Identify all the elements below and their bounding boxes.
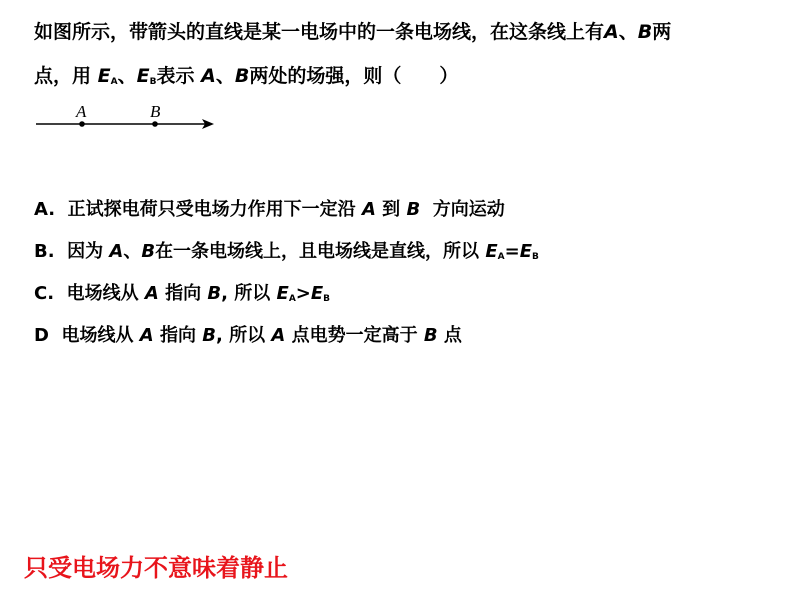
separator: 、: [618, 21, 638, 43]
option-key: D: [34, 325, 49, 346]
field-strength-symbol: E: [310, 283, 324, 304]
option-c[interactable]: [34, 279, 330, 305]
option-text: 到: [382, 199, 401, 220]
point-a-label: A: [109, 241, 124, 262]
option-key: B.: [34, 241, 55, 262]
field-strength-symbol: E: [519, 241, 532, 262]
field-strength-symbol: E: [276, 283, 289, 304]
option-text: , 所以: [221, 283, 271, 304]
option-key: C.: [34, 283, 55, 304]
point-a-label: A: [271, 325, 286, 346]
separator: 、: [117, 65, 137, 87]
option-text: 正试探电荷只受电场力作用下一定沿: [67, 199, 356, 220]
option-text: 方向运动: [432, 199, 505, 220]
subscript-a: A: [497, 252, 505, 262]
question-text-part: 表示: [156, 65, 195, 87]
question-text-part: 点，用: [34, 65, 92, 87]
point-a-dot: [79, 121, 85, 127]
point-a-label: A: [201, 65, 216, 87]
option-key: A.: [34, 199, 56, 220]
subscript-a: A: [288, 294, 296, 304]
equals-sign: =: [504, 241, 520, 262]
field-strength-symbol: E: [97, 65, 111, 87]
point-b-label: B: [406, 199, 421, 220]
point-a-label: A: [76, 102, 87, 121]
subscript-b: B: [323, 294, 331, 304]
point-b-label: B: [207, 283, 222, 304]
annotation-note: 只受电场力不意味着静止: [24, 554, 288, 582]
separator: 、: [123, 241, 142, 262]
question-text: [34, 10, 774, 104]
option-text: 电场线从: [61, 325, 134, 346]
question-text-part: 两处的场强，则（ ）: [249, 65, 459, 87]
greater-than-sign: >: [295, 283, 311, 304]
separator: 、: [215, 65, 235, 87]
option-text: 指向: [160, 325, 196, 346]
field-strength-symbol: E: [136, 65, 150, 87]
option-d[interactable]: [34, 321, 462, 347]
subscript-b: B: [149, 77, 157, 87]
subscript-a: A: [110, 77, 118, 87]
subscript-b: B: [532, 252, 539, 262]
option-text: 点: [443, 325, 462, 346]
point-a-label: A: [361, 199, 376, 220]
option-a[interactable]: [34, 195, 505, 221]
option-text: 指向: [165, 283, 202, 304]
option-text: , 所以: [216, 325, 266, 346]
option-text: 点电势一定高于: [291, 325, 418, 346]
option-text: 在一条电场线上，且电场线是直线，所以: [155, 241, 480, 262]
point-a-label: A: [139, 325, 154, 346]
point-b-label: B: [234, 65, 250, 87]
point-b-label: B: [202, 325, 217, 346]
point-b-label: B: [423, 325, 438, 346]
option-b[interactable]: [34, 237, 539, 263]
point-b-label: B: [150, 102, 161, 121]
electric-field-line-diagram: [30, 96, 230, 136]
option-text: 因为: [67, 241, 104, 262]
point-b-dot: [152, 121, 158, 127]
field-strength-symbol: E: [485, 241, 498, 262]
point-b-label: B: [141, 241, 156, 262]
question-text-part: 两: [652, 21, 672, 43]
question-text-part: 如图所示，带箭头的直线是某一电场中的一条电场线，在这条线上有: [34, 21, 605, 43]
option-text: 电场线从: [66, 283, 139, 304]
point-a-label: A: [604, 21, 619, 43]
point-a-label: A: [144, 283, 159, 304]
point-b-label: B: [637, 21, 653, 43]
